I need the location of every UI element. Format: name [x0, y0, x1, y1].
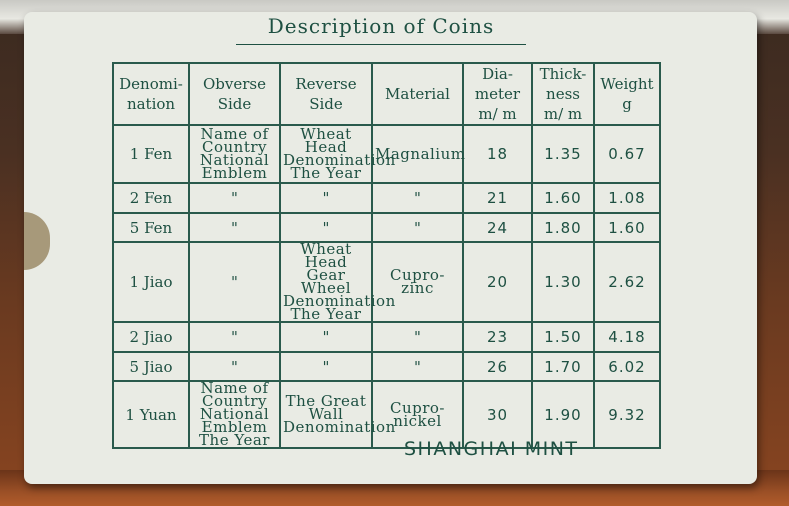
header-diameter: Dia- meter m/ m: [463, 63, 532, 125]
header-weight: Weight g: [594, 63, 660, 125]
thickness-cell: 1.35: [532, 125, 594, 183]
thickness-cell: 1.80: [532, 213, 594, 242]
denomination-cell: 1 Yuan: [113, 381, 189, 448]
weight-cell: 1.60: [594, 213, 660, 242]
material-cell: Cupro-nickel: [372, 381, 463, 448]
obverse-cell: Name of Country National Emblem The Year: [189, 381, 280, 448]
material-cell: Magnalium: [372, 125, 463, 183]
mint-name: SHANGHAI MINT: [404, 438, 579, 460]
weight-cell: 0.67: [594, 125, 660, 183]
denomination-cell: 2 Jiao: [113, 322, 189, 352]
weight-cell: 4.18: [594, 322, 660, 352]
reverse-cell: ": [280, 183, 372, 213]
obverse-cell: ": [189, 322, 280, 352]
table-row: [113, 322, 660, 352]
reverse-cell: ": [280, 213, 372, 242]
header-obverse-side: Obverse Side: [189, 63, 280, 125]
thickness-cell: 1.60: [532, 183, 594, 213]
table-header-row: [113, 63, 660, 125]
obverse-cell: ": [189, 213, 280, 242]
diameter-cell: 18: [463, 125, 532, 183]
table-row: [113, 183, 660, 213]
reverse-cell: Wheat Head Denomination The Year: [280, 125, 372, 183]
diameter-cell: 30: [463, 381, 532, 448]
header-material: Material: [372, 63, 463, 125]
material-cell: ": [372, 183, 463, 213]
reverse-cell: The Great Wall Denomination: [280, 381, 372, 448]
thickness-cell: 1.90: [532, 381, 594, 448]
weight-cell: 1.08: [594, 183, 660, 213]
material-cell: ": [372, 352, 463, 381]
denomination-cell: 2 Fen: [113, 183, 189, 213]
title-underline: [236, 44, 526, 45]
reverse-cell: Wheat Head Gear Wheel Denomination The Year: [280, 242, 372, 322]
header-reverse-side: Reverse Side: [280, 63, 372, 125]
table-row: [113, 125, 660, 183]
table-row: [113, 352, 660, 381]
obverse-cell: ": [189, 183, 280, 213]
weight-cell: 9.32: [594, 381, 660, 448]
obverse-cell: ": [189, 352, 280, 381]
material-cell: Cupro-zinc: [372, 242, 463, 322]
denomination-cell: 1 Jiao: [113, 242, 189, 322]
reverse-cell: ": [280, 352, 372, 381]
obverse-cell: ": [189, 242, 280, 322]
denomination-cell: 1 Fen: [113, 125, 189, 183]
thickness-cell: 1.30: [532, 242, 594, 322]
denomination-cell: 5 Fen: [113, 213, 189, 242]
diameter-cell: 20: [463, 242, 532, 322]
weight-cell: 2.62: [594, 242, 660, 322]
denomination-cell: 5 Jiao: [113, 352, 189, 381]
diameter-cell: 24: [463, 213, 532, 242]
obverse-cell: Name of Country National Emblem: [189, 125, 280, 183]
material-cell: ": [372, 213, 463, 242]
material-cell: ": [372, 322, 463, 352]
table-row: [113, 242, 660, 322]
diameter-cell: 23: [463, 322, 532, 352]
header-thickness: Thick- ness m/ m: [532, 63, 594, 125]
coin-specification-table: [112, 62, 661, 449]
weight-cell: 6.02: [594, 352, 660, 381]
diameter-cell: 21: [463, 183, 532, 213]
thickness-cell: 1.70: [532, 352, 594, 381]
table-row: [113, 213, 660, 242]
reverse-cell: ": [280, 322, 372, 352]
header-denomination: Denomi- nation: [113, 63, 189, 125]
diameter-cell: 26: [463, 352, 532, 381]
thickness-cell: 1.50: [532, 322, 594, 352]
card-title: Description of Coins: [267, 14, 495, 38]
